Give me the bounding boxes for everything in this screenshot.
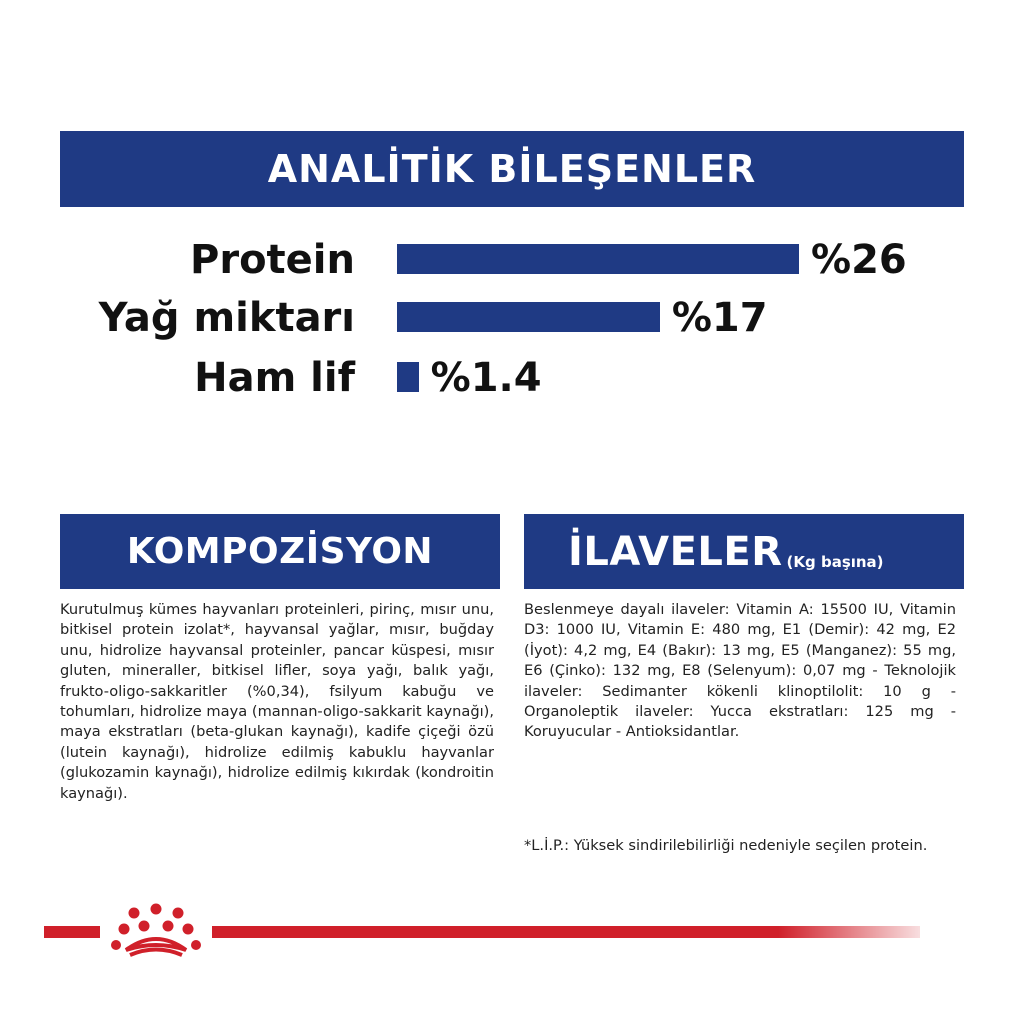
bar-fat bbox=[397, 302, 660, 332]
bar-protein bbox=[397, 244, 799, 274]
additives-subtitle: (Kg başına) bbox=[786, 552, 884, 571]
additives-title: İLAVELER bbox=[568, 528, 783, 575]
bar-value-fiber: %1.4 bbox=[430, 355, 542, 401]
bar-label-fiber: Ham lif bbox=[194, 355, 355, 401]
additives-text: Beslenmeye dayalı ilaveler: Vitamin A: 15500 IU, Vitamin D3: 1000 IU, Vitamin E: 480 mg, E1 (Demir): 42 mg, E2 (İyot): 4,2 mg, E4 (Bakır): 13 mg, E5 (Manganez): 55 mg, E6 (Çinko): 132 mg, E8 (Selenyum): 0,07 mg - Teknolojik ilaveler: Sedimanter kökenli klinoptilolit: 10 g - Organoleptik ilaveler: Yucca ekstratları: 125 mg - Koruyucular - Antioksidantlar. bbox=[524, 601, 956, 741]
bar-fiber bbox=[397, 362, 419, 392]
lip-footnote: *L.İ.P.: Yüksek sindirilebilirliği nedeniyle seçilen protein. bbox=[524, 837, 928, 854]
brand-rule-left bbox=[44, 926, 100, 938]
bar-label-protein: Protein bbox=[190, 237, 355, 283]
analytic-components-title: ANALİTİK BİLEŞENLER bbox=[267, 147, 757, 191]
composition-text: Kurutulmuş kümes hayvanları proteinleri, pirinç, mısır unu, bitkisel protein izolat*, hayvansal yağlar, mısır, buğday unu, hidrolize hayvansal proteinler, pancar küspesi, mısır gluten, mineraller, bitkisel lifler, soya yağı, balık yağı, frukto-oligo-sakkaritler (%0,34), fsilyum kabuğu ve tohumları, hidrolize maya (mannan-oligo-sakkarit kaynağı), maya ekstratları (beta-glukan kaynağı), kadife çiçeği özü (lutein kaynağı), hidrolize edilmiş kabuklu hayvanlar (glukozamin kaynağı), hidrolize edilmiş kıkırdak (kondroitin kaynağı). bbox=[60, 601, 494, 802]
analytic-components-header bbox=[60, 131, 964, 207]
bar-label-fat: Yağ miktarı bbox=[98, 295, 355, 341]
bar-value-protein: %26 bbox=[811, 237, 907, 283]
composition-header bbox=[60, 514, 500, 589]
additives-header bbox=[524, 514, 964, 589]
composition-title: KOMPOZİSYON bbox=[126, 531, 434, 572]
royal-canin-crown-icon bbox=[104, 900, 208, 960]
brand-rule-right bbox=[212, 926, 920, 938]
bar-value-fat: %17 bbox=[671, 295, 768, 341]
